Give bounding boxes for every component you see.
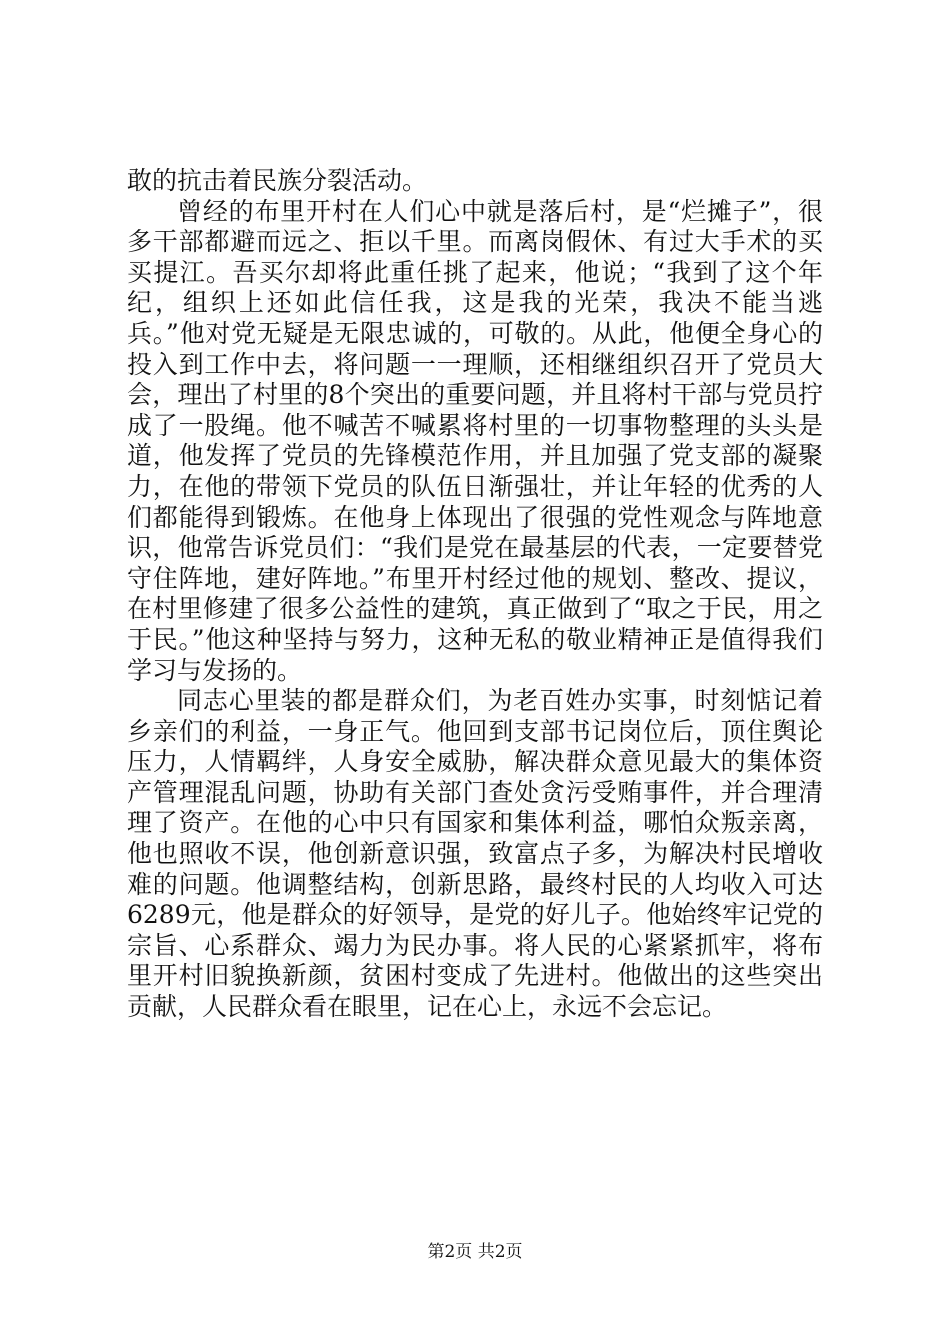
- page-number-label: 第2页 共2页: [427, 1242, 523, 1262]
- paragraph-2: 曾经的布里开村在人们心中就是落后村，是“烂摊子”，很多干部都避而远之、拒以千里。而离岗假休、有过大手术的买买提江。吾买尔却将此重任挑了起来，他说；“我到了这个年纪，组织上还如此信任我，这是我的光荣，我决不能当逃兵。”他对党无疑是无限忠诚的，可敬的。从此，他便全身心的投入到工作中去，将问题一一理顺，还相继组织召开了党员大会，理出了村里的8个突出的重要问题，并且将村干部与党员拧成了一股绳。他不喊苦不喊累将村里的一切事物整理的头头是道，他发挥了党员的先锋模范作用，并且加强了党支部的凝聚力，在他的带领下党员的队伍日渐强壮，并让年轻的优秀的人们都能得到锻炼。在他身上体现出了很强的党性观念与阵地意识，他常告诉党员们：“我们是党在最基层的代表，一定要替党守住阵地，建好阵地。”布里开村经过他的规划、整改、提议，在村里修建了很多公益性的建筑，真正做到了“取之于民，用之于民。”他这种坚持与努力，这种无私的敬业精神正是值得我们学习与发扬的。: [127, 196, 823, 685]
- paragraph-1: 敢的抗击着民族分裂活动。: [127, 166, 428, 195]
- paragraph-3: 同志心里装的都是群众们，为老百姓办实事，时刻惦记着乡亲们的利益，一身正气。他回到支部书记岗位后，顶住舆论压力，人情羁绊，人身安全威胁，解决群众意见最大的集体资产管理混乱问题，协助有关部门查处贪污受贿事件，并合理清理了资产。在他的心中只有国家和集体利益，哪怕众叛亲离，他也照收不误，他创新意识强，致富点子多，为解决村民增收难的问题。他调整结构，创新思路，最终村民的人均收入可达6289元，他是群众的好领导，是党的好儿子。他始终牢记党的宗旨、心系群众、竭力为民办事。将人民的心紧紧抓牢，将布里开村旧貌换新颜，贫困村变成了先进村。他做出的这些突出贡献，人民群众看在眼里，记在心上，永远不会忘记。: [127, 686, 823, 1022]
- page-footer: [0, 1241, 950, 1263]
- document-body: [127, 166, 823, 1023]
